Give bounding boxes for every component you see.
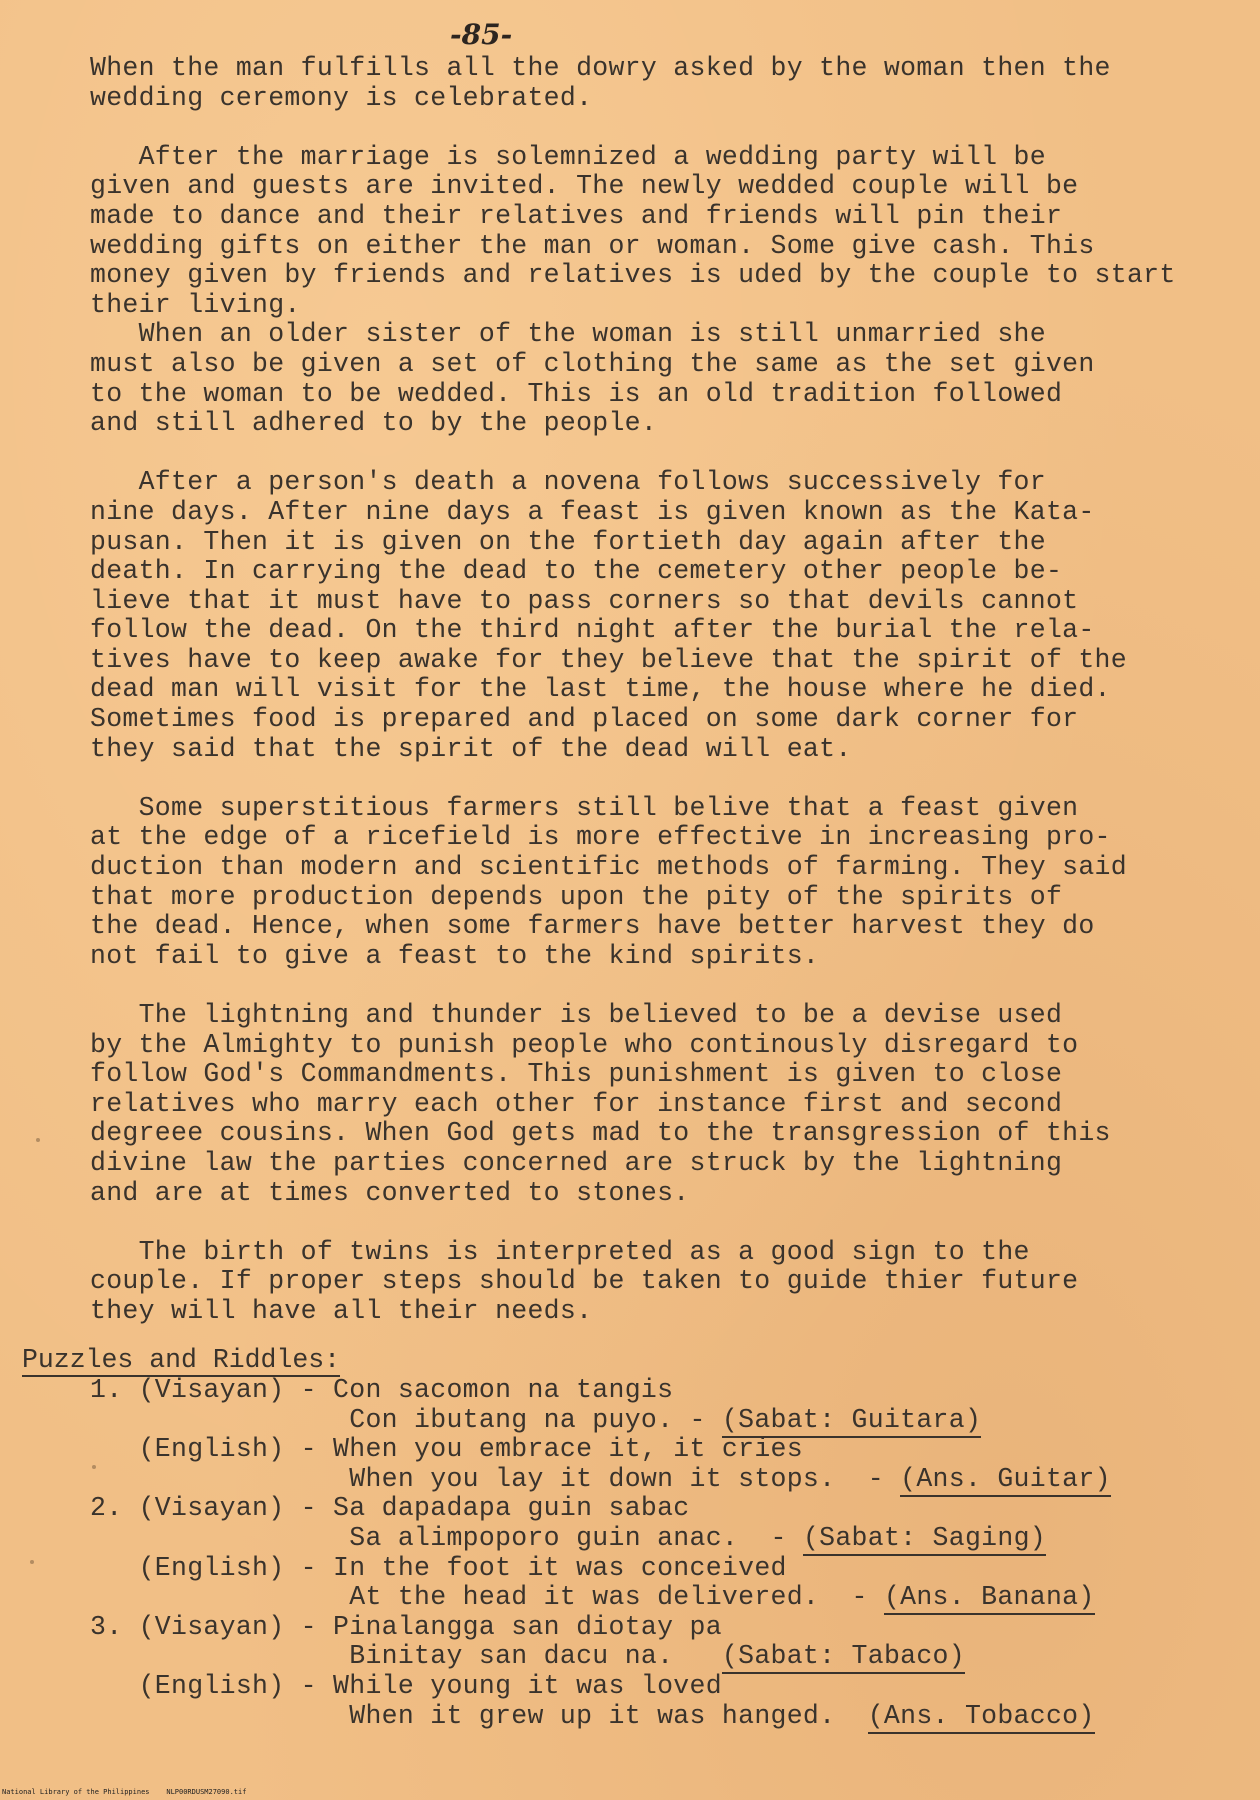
text-line: When an older sister of the woman is still unmarried she — [90, 319, 1046, 350]
riddle-line: When you lay it down it stops. - (Ans. Guitar) — [90, 1465, 1250, 1495]
text-line: they will have all their needs. — [90, 1295, 593, 1326]
text-line: duction than modern and scientific methods of farming. They said — [90, 852, 1127, 883]
text-line: to the woman to be wedded. This is an old tradition followed — [90, 378, 1063, 409]
riddle-number: 1. — [90, 1375, 123, 1405]
riddle-line: Con ibutang na puyo. - (Sabat: Guitara) — [90, 1406, 1250, 1436]
riddle-language-label: (English) — [138, 1552, 285, 1583]
paragraph — [90, 794, 1250, 972]
riddle-line: (English) - While young it was loved — [138, 1670, 722, 1701]
riddle-line: 1. (Visayan) - Con sacomon na tangis — [90, 1375, 674, 1405]
text-line: tives have to keep awake for they believe that the spirit of the — [90, 644, 1127, 675]
text-line: and still adhered to by the people. — [90, 408, 658, 439]
text-line: the dead. Hence, when some farmers have better harvest they do — [90, 911, 1095, 942]
text-line: couple. If proper steps should be taken to guide thier future — [90, 1266, 1079, 1297]
riddle-language-label: (Visayan) — [138, 1375, 285, 1405]
text-line: When the man fulfills all the dowry asked by the woman then the — [90, 53, 1111, 83]
text-line: must also be given a set of clothing the same as the set given — [90, 348, 1095, 379]
text-line: dead man will visit for the last time, the house where he died. — [90, 674, 1111, 705]
text-line: money given by friends and relatives is uded by the couple to start — [90, 260, 1176, 291]
text-line: nine days. After nine days a feast is given known as the Kata- — [90, 496, 1095, 527]
riddle-line: At the head it was delivered. - (Ans. Banana) — [90, 1583, 1250, 1613]
text-line: relatives who marry each other for instance first and second — [90, 1088, 1063, 1119]
riddle-answer: (Sabat: Guitara) — [722, 1405, 981, 1438]
text-line: follow the dead. On the third night after the burial the rela- — [90, 615, 1095, 646]
riddle-text: Con sacomon na tangis — [333, 1375, 674, 1405]
text-line: Some superstitious farmers still belive that a feast given — [90, 792, 1079, 823]
riddle-answer: (Ans. Tobacco) — [868, 1701, 1095, 1734]
riddle-text: When you embrace it, it cries — [333, 1434, 803, 1465]
text-line: their living. — [90, 289, 301, 320]
riddle-line — [90, 1642, 1250, 1672]
riddle-text: At the head it was delivered. — [349, 1582, 820, 1613]
riddle-line — [90, 1702, 1250, 1732]
text-line: The lightning and thunder is believed to be a devise used — [90, 1000, 1063, 1030]
riddles-list — [90, 1376, 1250, 1731]
paper-speck — [92, 1465, 96, 1469]
section-heading — [22, 1346, 340, 1376]
text-line: wedding gifts on either the man or woman. Some give cash. This — [90, 230, 1095, 261]
riddle-language-label: (Visayan) — [138, 1611, 285, 1642]
text-line: wedding ceremony is celebrated. — [90, 82, 593, 113]
riddle-text: When you lay it down it stops. — [349, 1463, 836, 1494]
riddle-line: (English) - In the foot it was conceived — [138, 1552, 787, 1583]
paper-speck — [36, 1138, 40, 1142]
text-line: that more production depends upon the pity of the spirits of — [90, 881, 1063, 912]
riddle-text: Sa alimpoporo guin anac. — [349, 1522, 739, 1553]
riddle-language-label: (English) — [138, 1670, 285, 1701]
riddle-text: Con ibutang na puyo. — [349, 1404, 674, 1435]
text-line: by the Almighty to punish people who continously disregard to — [90, 1029, 1079, 1060]
text-line: lieve that it must have to pass corners so that devils cannot — [90, 585, 1079, 616]
scan-footer: National Library of the Philippines NLP00RDUSM27090.tif — [2, 1788, 247, 1796]
riddle-language-label: (Visayan) — [138, 1493, 285, 1524]
paper-speck — [30, 1560, 34, 1564]
riddle-text: In the foot it was conceived — [333, 1552, 787, 1583]
text-line: and are at times converted to stones. — [90, 1177, 690, 1208]
riddle-number: 2. — [90, 1493, 123, 1524]
text-line: The birth of twins is interpreted as a good sign to the — [90, 1236, 1030, 1267]
text-line: After the marriage is solemnized a wedding party will be — [90, 141, 1046, 172]
text-line: After a person's death a novena follows successively for — [90, 467, 1046, 498]
document-body — [90, 54, 1250, 1327]
text-line: death. In carrying the dead to the cemetery other people be- — [90, 556, 1063, 587]
text-line: follow God's Commandments. This punishment is given to close — [90, 1059, 1063, 1090]
paragraph — [90, 143, 1250, 439]
riddle-line: Sa alimpoporo guin anac. - (Sabat: Saging) — [90, 1524, 1250, 1554]
page-number: -85- — [450, 18, 513, 51]
riddle-number: 3. — [90, 1611, 123, 1642]
riddle-line: (English) - When you embrace it, it cries — [138, 1434, 803, 1465]
paragraph — [90, 54, 1250, 113]
text-line: they said that the spirit of the dead will eat. — [90, 733, 852, 764]
paragraph — [90, 1238, 1250, 1327]
text-line: divine law the parties concerned are struck by the lightning — [90, 1147, 1063, 1178]
text-line: at the edge of a ricefield is more effective in increasing pro- — [90, 822, 1111, 853]
riddle-text: Sa dapadapa guin sabac — [333, 1493, 690, 1524]
text-line: Sometimes food is prepared and placed on some dark corner for — [90, 704, 1079, 735]
paragraph — [90, 1001, 1250, 1208]
riddle-line: 3. (Visayan) - Pinalangga san diotay pa — [90, 1611, 722, 1642]
section-title: Puzzles and Riddles: — [22, 1345, 341, 1375]
riddle-answer: (Sabat: Saging) — [803, 1523, 1046, 1556]
riddle-text: While young it was loved — [333, 1670, 722, 1701]
riddle-answer: (Ans. Banana) — [884, 1582, 1095, 1615]
riddle-line: 2. (Visayan) - Sa dapadapa guin sabac — [90, 1493, 690, 1524]
riddle-answer: (Ans. Guitar) — [900, 1464, 1111, 1497]
riddle-text: When it grew up it was hanged. — [349, 1700, 836, 1731]
riddle-language-label: (English) — [138, 1434, 285, 1465]
text-line: made to dance and their relatives and friends will pin their — [90, 200, 1063, 231]
text-line: pusan. Then it is given on the fortieth day again after the — [90, 526, 1046, 557]
paragraph — [90, 468, 1250, 764]
text-line: given and guests are invited. The newly wedded couple will be — [90, 171, 1079, 202]
riddle-text: Binitay san dacu na. — [349, 1641, 674, 1672]
riddle-text: Pinalangga san diotay pa — [333, 1611, 722, 1642]
text-line: degreee cousins. When God gets mad to the transgression of this — [90, 1118, 1111, 1149]
text-line: not fail to give a feast to the kind spirits. — [90, 940, 820, 971]
riddle-answer: (Sabat: Tabaco) — [722, 1641, 965, 1674]
